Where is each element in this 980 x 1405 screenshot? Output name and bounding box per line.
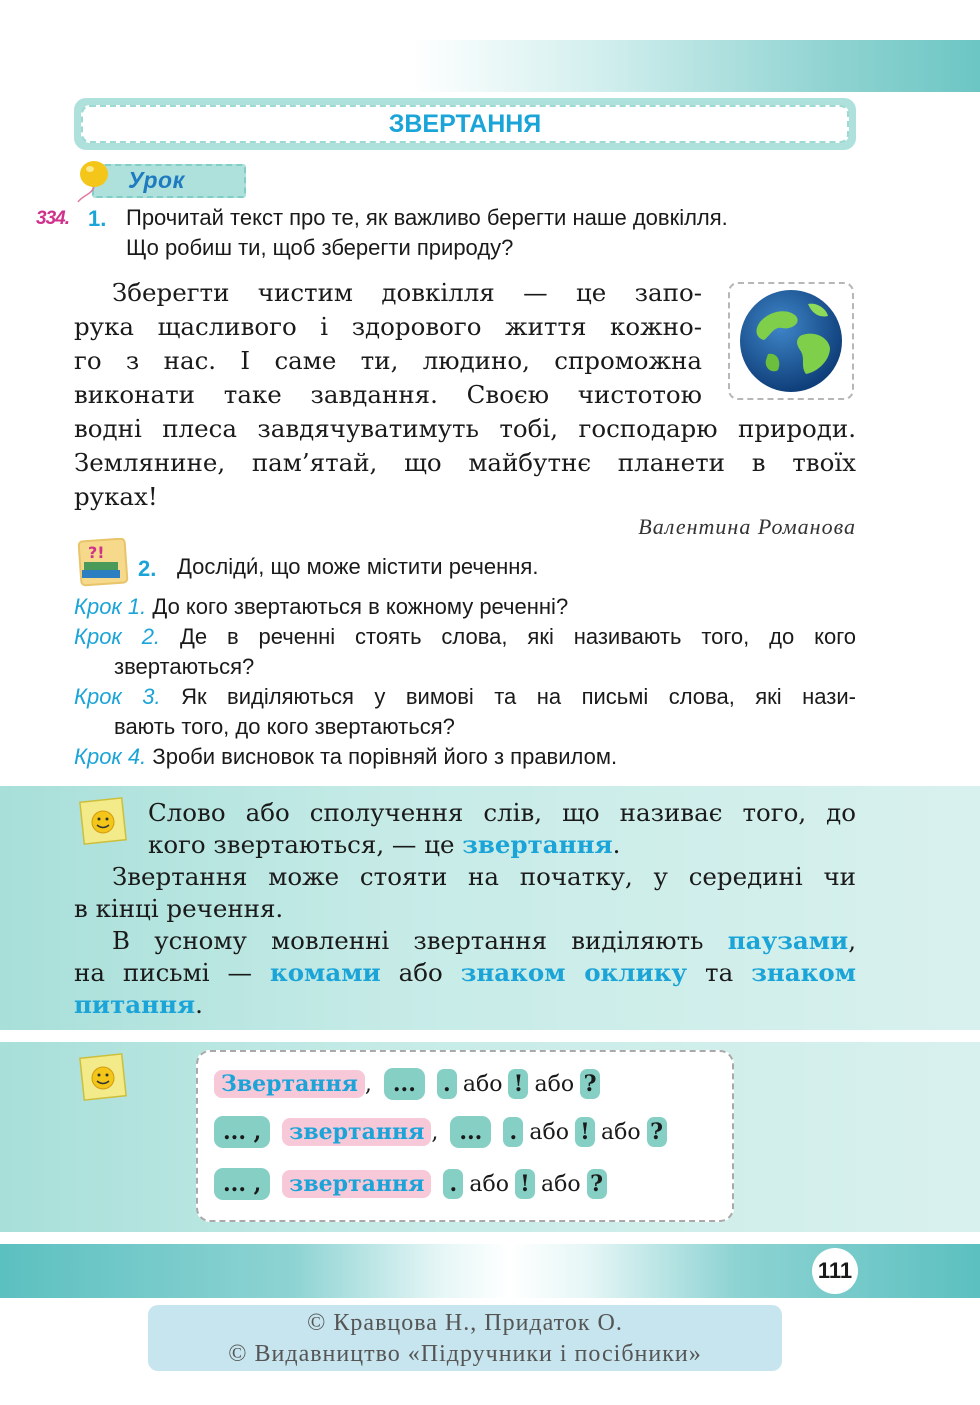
page-title: ЗВЕРТАННЯ [81, 105, 849, 143]
scheme-row-1 [214, 1066, 600, 1102]
title-banner [74, 98, 856, 150]
step-text: До кого звертаються в кожному реченні? [152, 594, 569, 619]
or-text: або [469, 1171, 509, 1197]
lesson-label: Урок [128, 167, 185, 193]
rule-text: В усному мовленні звертання виділяють [112, 926, 728, 955]
punctuation-scheme [196, 1050, 734, 1222]
address-chip: Звертання [214, 1070, 365, 1098]
address-chip: звертання [282, 1170, 431, 1198]
rule-line [74, 988, 203, 1022]
passage-author: Валентина Романова [638, 514, 856, 539]
exercise-number: 334. [36, 208, 69, 229]
copyright-box [148, 1305, 782, 1371]
smiley-note-icon [78, 1052, 130, 1104]
term-question-1: знаком [751, 958, 856, 987]
task-1-line-1: Прочитай текст про те, як важливо берегти наше довкілля. [126, 205, 728, 230]
comma-mark: , [431, 1119, 439, 1145]
term-exclamation: знаком оклику [460, 958, 688, 987]
dots-comma-chip: ... , [214, 1116, 270, 1148]
rule-text: . [612, 830, 621, 859]
period-chip: . [443, 1169, 463, 1199]
rule-line [148, 828, 620, 862]
exclaim-chip: ! [515, 1169, 535, 1199]
rule-text: або [380, 958, 461, 987]
step-4 [74, 742, 856, 772]
comma-mark: , [364, 1071, 372, 1097]
passage-line: виконати таке завдання. Своєю чистотою [74, 380, 702, 409]
or-text: або [529, 1119, 569, 1145]
period-chip: . [503, 1117, 523, 1147]
rule-line: Звертання може стояти на початку, у середині чи [112, 862, 856, 891]
question-chip: ? [580, 1069, 600, 1099]
step-text: Де в реченні стоять слова, які називають того, до кого [179, 624, 856, 649]
top-decor-band [0, 40, 980, 92]
or-text: або [462, 1071, 503, 1097]
address-chip: звертання [282, 1118, 431, 1146]
or-text: або [534, 1071, 575, 1097]
step-label: Крок 4. [74, 744, 147, 769]
smiley-note-icon [78, 796, 130, 848]
or-text: або [540, 1171, 581, 1197]
earth-image-frame [728, 282, 854, 400]
step-2-continued: звертаються? [114, 654, 255, 679]
copyright-line: © Видавництво «Підручники і посібники» [228, 1341, 702, 1367]
passage-line: водні плеса завдячуватимуть тобі, господарю природи. [74, 414, 856, 443]
dots-comma-chip: ... , [214, 1168, 270, 1200]
copyright-line: © Кравцова Н., Придаток О. [307, 1310, 623, 1336]
svg-text:?!: ?! [88, 543, 105, 562]
passage-line: го з нас. І саме ти, людино, спроможна [74, 346, 702, 375]
term-commas: комами [270, 958, 381, 987]
page-number: 111 [812, 1248, 858, 1294]
rule-text: та [687, 958, 752, 987]
research-books-icon [76, 538, 132, 588]
exclaim-chip: ! [575, 1117, 595, 1147]
task-1-line-2: Що робиш ти, щоб зберегти природу? [126, 235, 514, 260]
task-1-number: 1. [88, 206, 107, 231]
step-3-continued: вають того, до кого звертаються? [114, 714, 455, 739]
step-2 [74, 622, 856, 652]
scheme-row-2 [214, 1114, 667, 1150]
earth-globe-icon [730, 284, 852, 398]
step-label: Крок 1. [74, 594, 147, 619]
dots-chip: ... [450, 1116, 491, 1148]
term-address: звертання [462, 830, 613, 859]
passage-line: рука щасливого і здорового життя кожно- [74, 312, 702, 341]
exclaim-chip: ! [508, 1069, 528, 1099]
rule-text: на письмі — [74, 958, 270, 987]
term-question-2: питання [74, 990, 196, 1019]
step-text: Як виділяються у вимові та на письмі слова, які нази- [181, 684, 856, 709]
step-label: Крок 2. [74, 624, 161, 649]
passage-line: Землянине, пам’ятай, що майбутнє планети в твоїх [74, 448, 856, 477]
step-label: Крок 3. [74, 684, 161, 709]
rule-line: Слово або сполучення слів, що називає того, до [148, 798, 856, 827]
question-chip: ? [647, 1117, 667, 1147]
rule-line [74, 956, 856, 990]
step-text: Зроби висновок та порівняй його з правилом. [152, 744, 618, 769]
passage-line: руках! [74, 482, 158, 511]
step-1 [74, 592, 856, 622]
scheme-row-3 [214, 1166, 607, 1202]
rule-text: кого звертаються, — це [148, 830, 463, 859]
rule-text: . [195, 990, 203, 1019]
or-text: або [600, 1119, 641, 1145]
step-3 [74, 682, 856, 712]
dots-chip: ... [384, 1068, 425, 1100]
task-2-text: Досліди́, що може містити речення. [177, 554, 539, 579]
term-pauses: паузами [727, 926, 849, 955]
passage-line: Зберегти чистим довкілля — це запо- [112, 278, 702, 307]
rule-line [112, 924, 856, 958]
period-chip: . [437, 1069, 457, 1099]
balloon-icon [76, 158, 116, 206]
question-chip: ? [587, 1169, 607, 1199]
rule-line: в кінці речення. [74, 894, 284, 923]
rule-text: , [848, 926, 856, 955]
task-2-number: 2. [138, 556, 157, 581]
